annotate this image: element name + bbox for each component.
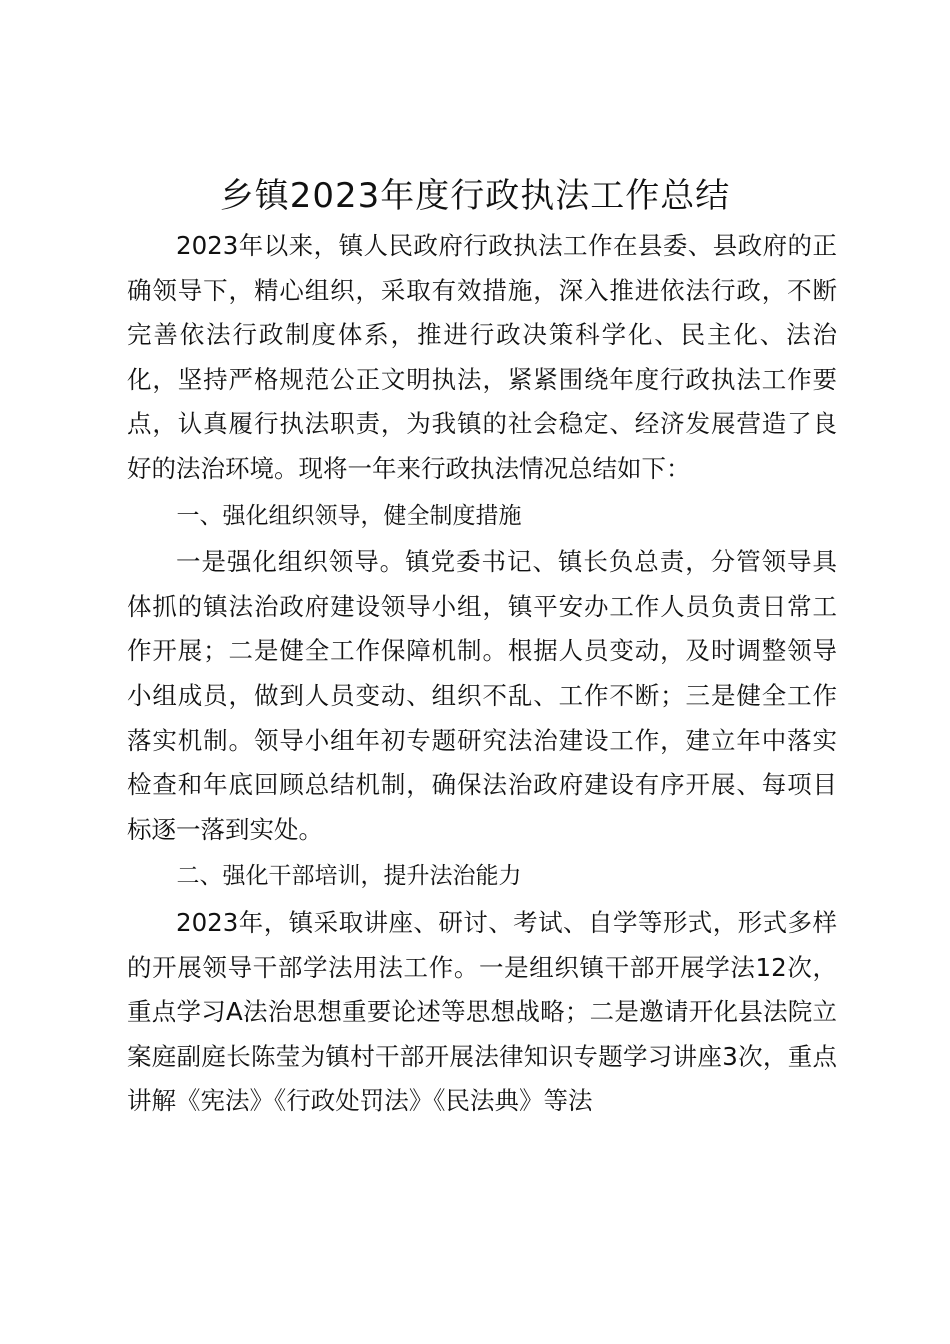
document-body	[127, 224, 837, 1124]
section-heading-2: 二、强化干部培训，提升法治能力	[176, 863, 522, 890]
section-1-paragraph: 一是强化组织领导。镇党委书记、镇长负总责，分管领导具体抓的镇法治政府建设领导小组，镇平安办工作人员负责日常工作开展；二是健全工作保障机制。根据人员变动，及时调整领导小组成员，做到人员变动、组织不乱、工作不断；三是健全工作落实机制。领导小组年初专题研究法治建设工作，建立年中落实检查和年底回顾总结机制，确保法治政府建设有序开展、每项目标逐一落到实处。	[127, 547, 837, 844]
intro-paragraph: 2023年以来，镇人民政府行政执法工作在县委、县政府的正确领导下，精心组织，采取有效措施，深入推进依法行政，不断完善依法行政制度体系，推进行政决策科学化、民主化、法治化，坚持严格规范公正文明执法，紧紧围绕年度行政执法工作要点，认真履行执法职责，为我镇的社会稳定、经济发展营造了良好的法治环境。现将一年来行政执法情况总结如下：	[127, 231, 837, 483]
section-2-paragraph: 2023年，镇采取讲座、研讨、考试、自学等形式，形式多样的开展领导干部学法用法工作。一是组织镇干部开展学法12次，重点学习A法治思想重要论述等思想战略；二是邀请开化县法院立案庭副庭长陈莹为镇村干部开展法律知识专题学习讲座3次，重点讲解《宪法》《行政处罚法》《民法典》等法	[127, 907, 837, 1116]
document-title: 乡镇2023年度行政执法工作总结	[219, 176, 731, 216]
section-heading-1: 一、强化组织领导，健全制度措施	[176, 502, 522, 529]
